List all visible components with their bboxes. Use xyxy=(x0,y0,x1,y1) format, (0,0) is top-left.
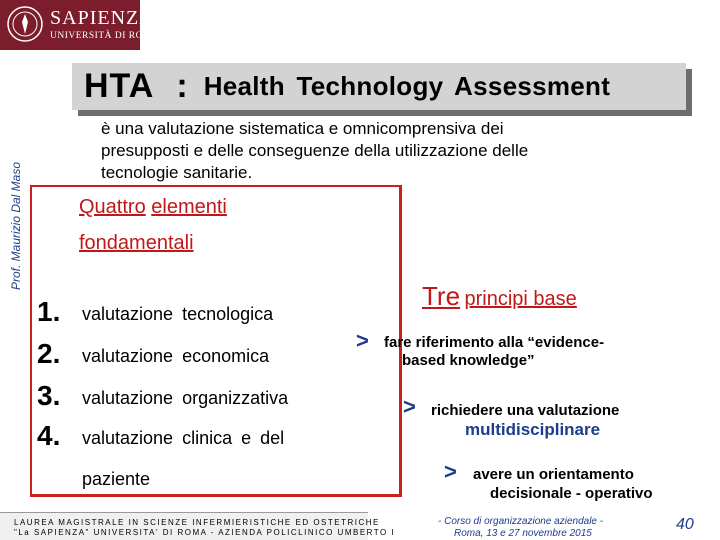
elements-heading xyxy=(79,196,227,219)
footer-program-line: "La SAPIENZA" UNIVERSITA' DI ROMA - AZIENDA POLICLINICO UMBERTO I xyxy=(14,528,396,537)
page-number: 40 xyxy=(676,516,694,533)
definition-line: è una valutazione sistematica e omnicomprensiva dei xyxy=(101,119,504,138)
principle-line: richiedere una valutazione xyxy=(431,402,620,419)
list-item: valutazione economica xyxy=(82,346,270,366)
principle-line: avere un orientamento xyxy=(473,466,634,483)
heading-word-tre: Tre xyxy=(422,281,461,311)
definition-text xyxy=(101,118,661,184)
logo-name: SAPIENZA xyxy=(50,7,155,29)
principles-heading xyxy=(422,281,577,312)
seal-icon xyxy=(6,5,44,43)
title-colon: : xyxy=(176,67,188,105)
list-number: 2. xyxy=(37,338,61,369)
list-item: valutazione tecnologica xyxy=(82,304,274,324)
title-acronym: HTA xyxy=(84,67,155,105)
principle-line: based knowledge” xyxy=(402,352,535,369)
footer-course-line: - Corso di organizzazione aziendale - xyxy=(438,516,604,527)
principle-line: fare riferimento alla “evidence- xyxy=(384,334,605,351)
footer-program-line: LAUREA MAGISTRALE IN SCIENZE INFERMIERISTICHE ED OSTETRICHE xyxy=(14,518,380,527)
heading-word-fondamentali: fondamentali xyxy=(79,232,194,254)
footer-course-line: Roma, 13 e 27 novembre 2015 xyxy=(454,528,592,539)
principle-line: decisionale - operativo xyxy=(490,485,653,502)
definition-line: tecnologie sanitarie. xyxy=(101,163,253,182)
footer-program xyxy=(0,512,396,540)
list-number: 1. xyxy=(37,296,61,327)
arrow-bullet-icon: > xyxy=(356,328,369,353)
slide-title xyxy=(72,63,686,110)
definition-line: presupposti e delle conseguenze della utilizzazione delle xyxy=(101,141,529,160)
list-item: valutazione organizzativa xyxy=(82,388,289,408)
title-full: Health Technology Assessment xyxy=(203,71,611,101)
list-number: 3. xyxy=(37,380,61,411)
arrow-bullet-icon: > xyxy=(444,459,457,484)
principle-line: multidisciplinare xyxy=(465,420,601,439)
list-item: valutazione clinica e del xyxy=(82,428,285,448)
logo-subtitle: UNIVERSITÀ DI ROMA xyxy=(50,31,160,41)
arrow-bullet-icon: > xyxy=(403,394,416,419)
list-item-continuation: paziente xyxy=(82,469,151,489)
list-number: 4. xyxy=(37,420,61,451)
heading-word-quattro: Quattro xyxy=(79,196,146,218)
side-author-label: Prof. Maurizio Dal Maso xyxy=(9,161,23,291)
heading-word-principi: principi base xyxy=(464,288,577,310)
heading-word-elementi: elementi xyxy=(151,196,227,218)
university-logo xyxy=(0,0,160,50)
